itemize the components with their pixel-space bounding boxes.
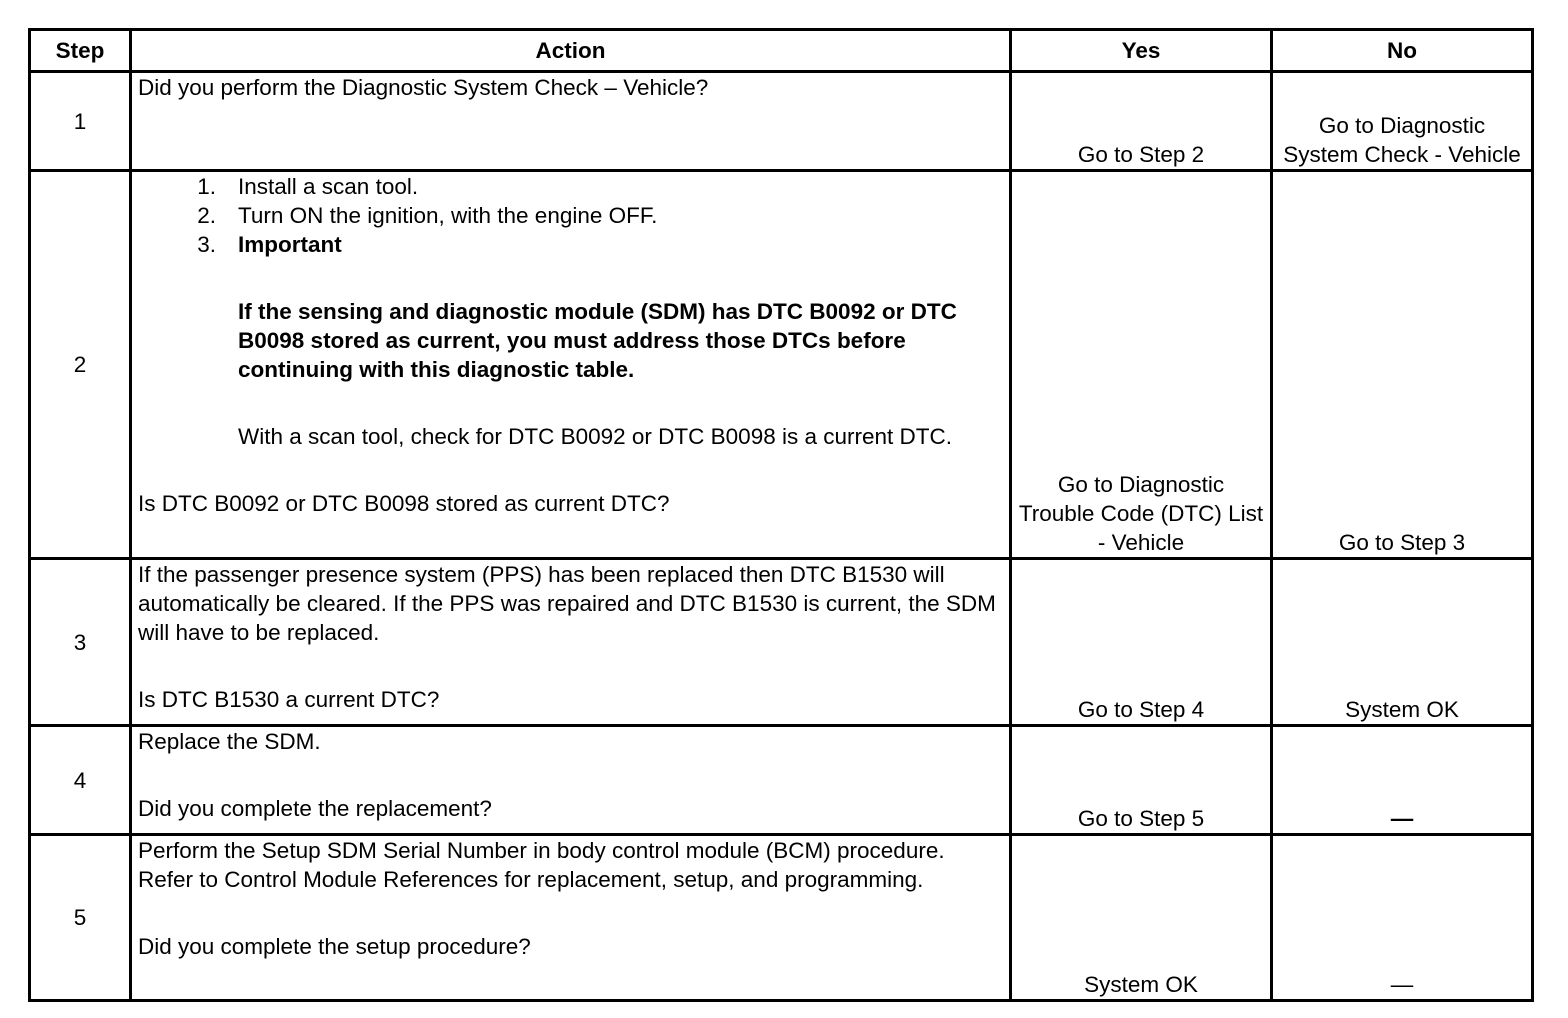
no-cell: Go to Step 3 xyxy=(1272,171,1533,559)
list-item xyxy=(138,201,1003,230)
action-cell xyxy=(131,559,1011,726)
list-item xyxy=(138,230,1003,259)
action-text: Replace the SDM. xyxy=(138,729,321,754)
table-header-row xyxy=(30,30,1533,72)
list-text: Turn ON the ignition, with the engine OFF. xyxy=(238,203,658,228)
no-cell: System OK xyxy=(1272,559,1533,726)
no-cell xyxy=(1272,72,1533,171)
list-item xyxy=(138,172,1003,201)
step-number: 4 xyxy=(30,726,131,835)
question-text: Did you complete the setup procedure? xyxy=(138,934,531,959)
step-number: 1 xyxy=(30,72,131,171)
step-number: 5 xyxy=(30,835,131,1001)
no-text: Go to Diagnostic System Check - Vehicle xyxy=(1283,113,1521,167)
header-no: No xyxy=(1272,30,1533,72)
action-cell xyxy=(131,72,1011,171)
important-note: If the sensing and diagnostic module (SDM) has DTC B0092 or DTC B0098 stored as current, you must address those DTCs before continuing with this diagnostic table. xyxy=(238,299,957,382)
yes-cell: System OK xyxy=(1011,835,1272,1001)
no-cell: — xyxy=(1272,835,1533,1001)
question-text: Is DTC B1530 a current DTC? xyxy=(138,687,440,712)
header-step: Step xyxy=(30,30,131,72)
yes-cell xyxy=(1011,171,1272,559)
action-cell xyxy=(131,835,1011,1001)
action-text: Did you perform the Diagnostic System Check – Vehicle? xyxy=(138,75,709,100)
table-row xyxy=(30,726,1533,835)
procedure-list xyxy=(138,172,1003,259)
question-text: Is DTC B0092 or DTC B0098 stored as current DTC? xyxy=(138,491,670,516)
question-text: Did you complete the replacement? xyxy=(138,796,492,821)
action-text: Perform the Setup SDM Serial Number in body control module (BCM) procedure. Refer to Control Module References for replacement, setup, and programming. xyxy=(138,838,945,892)
table-row xyxy=(30,171,1533,559)
header-action: Action xyxy=(131,30,1011,72)
table-row xyxy=(30,559,1533,726)
yes-cell: Go to Step 2 xyxy=(1011,72,1272,171)
action-cell xyxy=(131,171,1011,559)
table-row xyxy=(30,835,1533,1001)
list-number: 1. xyxy=(197,174,216,199)
check-text: With a scan tool, check for DTC B0092 or DTC B0098 is a current DTC. xyxy=(238,424,953,449)
step-number: 2 xyxy=(30,171,131,559)
important-label: Important xyxy=(238,232,342,257)
yes-text: Go to Diagnostic Trouble Code (DTC) List - Vehicle xyxy=(1018,472,1264,555)
diagnostic-table xyxy=(28,28,1534,1002)
table-row xyxy=(30,72,1533,171)
no-cell: — xyxy=(1272,726,1533,835)
list-number: 2. xyxy=(197,203,216,228)
list-text: Install a scan tool. xyxy=(238,174,419,199)
header-yes: Yes xyxy=(1011,30,1272,72)
action-cell xyxy=(131,726,1011,835)
step-number: 3 xyxy=(30,559,131,726)
list-number: 3. xyxy=(197,232,216,257)
action-text: If the passenger presence system (PPS) has been replaced then DTC B1530 will automatically be cleared. If the PPS was repaired and DTC B1530 is current, the SDM will have to be replaced. xyxy=(138,562,996,645)
yes-cell: Go to Step 5 xyxy=(1011,726,1272,835)
yes-cell: Go to Step 4 xyxy=(1011,559,1272,726)
